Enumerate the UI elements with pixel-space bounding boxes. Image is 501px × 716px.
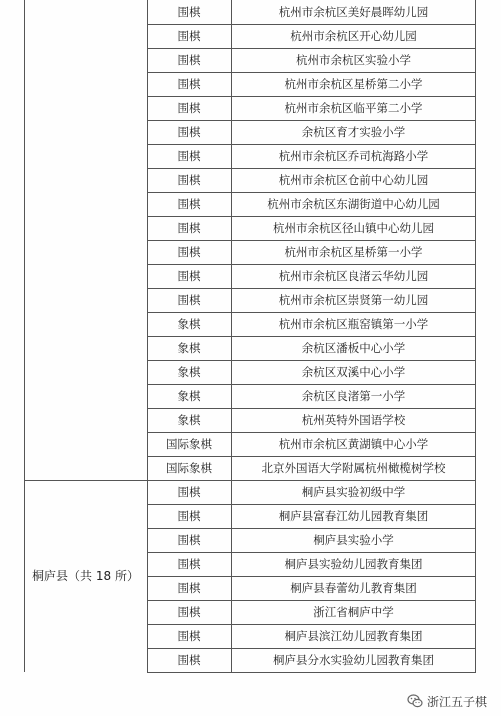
table-cell-school: 杭州市余杭区仓前中心幼儿园 (278, 173, 429, 187)
table-cell-school: 余杭区育才实验小学 (301, 125, 406, 139)
table-cell-school: 桐庐县实验初级中学 (301, 485, 406, 499)
table-cell-type: 围棋 (177, 581, 201, 595)
table-cell-type: 象棋 (177, 341, 201, 355)
table-cell-type: 围棋 (177, 605, 201, 619)
table-cell-school: 杭州市余杭区瓶窑镇第一小学 (278, 317, 429, 331)
table-cell-type: 围棋 (177, 533, 201, 547)
table-cell-type: 围棋 (177, 509, 201, 523)
table-cell-type: 围棋 (177, 77, 201, 91)
table-cell-type: 围棋 (177, 269, 201, 283)
wechat-icon (407, 693, 423, 709)
table-cell-school: 北京外国语大学附属杭州橄榄树学校 (261, 461, 446, 475)
table-cell-school: 桐庐县春蕾幼儿教育集团 (290, 581, 417, 595)
table-cell-school: 杭州市余杭区崇贤第一幼儿园 (278, 293, 429, 307)
table-cell-type: 围棋 (177, 125, 201, 139)
table-cell-school: 桐庐县滨江幼儿园教育集团 (284, 629, 423, 643)
watermark-text: 浙江五子棋 (426, 694, 487, 709)
table-cell-school: 杭州市余杭区良渚云华幼儿园 (278, 269, 429, 283)
table-cell-type: 围棋 (177, 173, 201, 187)
table-cell-school: 杭州市余杭区开心幼儿园 (290, 29, 417, 43)
table-cell-school: 杭州市余杭区星桥第一小学 (284, 245, 423, 259)
school-table (24, 0, 476, 672)
watermark (407, 692, 487, 710)
table-cell-type: 国际象棋 (166, 461, 212, 475)
table-cell-type: 围棋 (177, 5, 201, 19)
table-cell-school: 杭州市余杭区黄湖镇中心小学 (278, 437, 429, 451)
table-cell-school: 杭州英特外国语学校 (301, 413, 406, 427)
table-cell-school: 桐庐县实验幼儿园教育集团 (284, 557, 423, 571)
table-cell-school: 桐庐县富春江幼儿园教育集团 (278, 509, 429, 523)
table-cell-type: 围棋 (177, 53, 201, 67)
table-cell-type: 国际象棋 (166, 437, 212, 451)
table-cell-school: 杭州市余杭区乔司杭海路小学 (278, 149, 429, 163)
county-label: 桐庐县（共 18 所） (32, 569, 139, 583)
table-cell-school: 杭州市余杭区美好晨晖幼儿园 (278, 5, 429, 19)
table-cell-school: 杭州市余杭区临平第二小学 (284, 101, 423, 115)
table-cell-type: 围棋 (177, 221, 201, 235)
table-cell-school: 杭州市余杭区东湖街道中心幼儿园 (267, 197, 440, 211)
table-cell-type: 象棋 (177, 389, 201, 403)
table-cell-type: 围棋 (177, 629, 201, 643)
table-cell-school: 杭州市余杭区星桥第二小学 (284, 77, 423, 91)
table-cell-type: 围棋 (177, 29, 201, 43)
table-cell-school: 桐庐县分水实验幼儿园教育集团 (273, 653, 434, 667)
table-cell-school: 桐庐县实验小学 (313, 533, 394, 547)
table-cell-type: 围棋 (177, 653, 201, 667)
table-cell-school: 余杭区良渚第一小学 (301, 389, 406, 403)
table-cell-type: 围棋 (177, 101, 201, 115)
table-cell-type: 围棋 (177, 245, 201, 259)
table-row-divider (147, 672, 476, 673)
table-cell-type: 象棋 (177, 413, 201, 427)
table-cell-school: 余杭区潘板中心小学 (301, 341, 406, 355)
table-cell-school: 余杭区双溪中心小学 (301, 365, 406, 379)
table-cell-type: 象棋 (177, 317, 201, 331)
table-cell-type: 围棋 (177, 485, 201, 499)
table-cell-school: 杭州市余杭区实验小学 (296, 53, 411, 67)
table-cell-school: 浙江省桐庐中学 (313, 605, 394, 619)
table-cell-type: 象棋 (177, 365, 201, 379)
table-cell-type: 围棋 (177, 557, 201, 571)
table-cell-type: 围棋 (177, 293, 201, 307)
table-cell-school: 杭州市余杭区径山镇中心幼儿园 (273, 221, 434, 235)
table-cell-type: 围棋 (177, 197, 201, 211)
table-cell-type: 围棋 (177, 149, 201, 163)
